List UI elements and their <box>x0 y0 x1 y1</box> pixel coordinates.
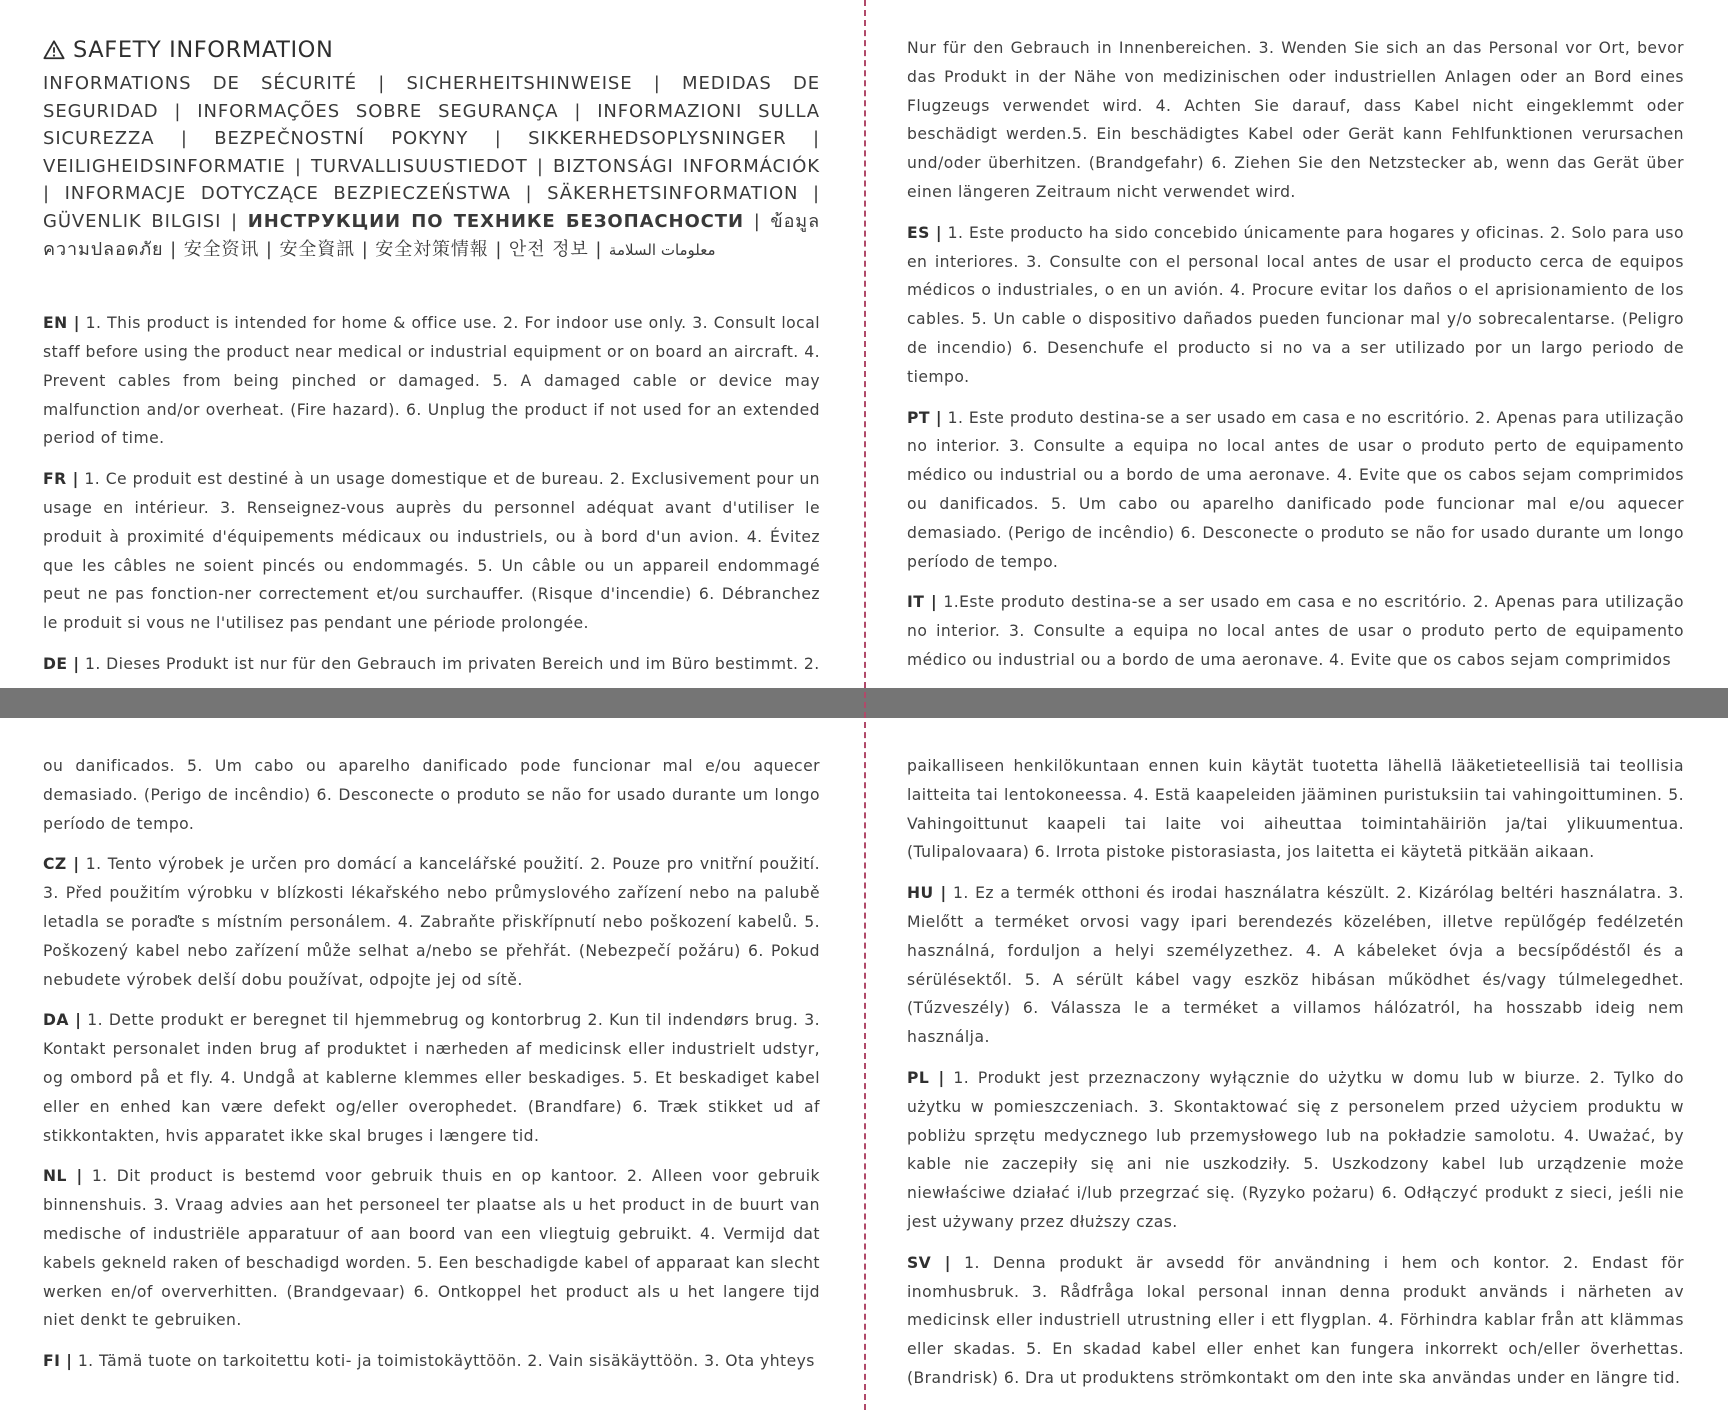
section-pl <box>907 1064 1684 1237</box>
section-nl-text: 1. Dit product is bestemd voor gebruik thuis en op kantoor. 2. Alleen voor gebruik binnenshuis. 3. Vraag advies aan het personeel ter plaatse als u het product in de buurt van medische of industriële apparatuur of aan boord van een vliegtuig gebruikt. 4. Vermijd dat kabels gekneld raken of beschadigd worden. 5. Een beschadigde kabel of apparaat kan slecht werken en/of oververhitten. (Brandgevaar) 6. Ontkoppel het product als u het langere tijd niet denkt te gebruiken. <box>43 1167 820 1330</box>
section-de <box>43 650 820 679</box>
section-en <box>43 309 820 453</box>
section-en-text: 1. This product is intended for home & office use. 2. For indoor use only. 3. Consult local staff before using the product near medical or industrial equipment or on board an aircraft. 4. Prevent cables from being pinched or damaged. 5. A damaged cable or device may malfunction and/or overheat. (Fire hazard). 6. Unplug the product if not used for an extended period of time. <box>43 314 820 448</box>
section-hu <box>907 879 1684 1052</box>
section-it-continued: ou danificados. 5. Um cabo ou aparelho danificado pode funcionar mal e/ou aquecer demasiado. (Perigo de incêndio) 6. Desconecte o produto se não for usado durante um longo período de tempo. <box>43 757 820 833</box>
section-nl <box>43 1162 820 1335</box>
translated-headings <box>43 70 820 264</box>
section-it-text: 1.Este produto destina-se a ser usado em casa e no escritório. 2. Apenas para utilização no interior. 3. Consulte a equipa no local antes de usar o produto perto de equipamento médico ou industrial ou a bordo de uma aeronave. 4. Evite que os cabos sejam comprimidos <box>907 593 1684 669</box>
section-pl-text: 1. Produkt jest przeznaczony wyłącznie do użytku w domu lub w biurze. 2. Tylko do użytku w pomieszczeniach. 3. Skontaktować się z personelem przed użyciem produktu w pobliżu sprzętu medycznego lub przemysłowego lub na pokładzie samolotu. 4. Uważać, by kable nie zaczepiły się ani nie uszkodziły. 5. Uszkodzony kabel lub urządzenie może niewłaściwe działać i/lub przegrzać się. (Ryzyko pożaru) 6. Odłączyć produkt z sieci, jeśli nie jest używany przez dłuższy czas. <box>907 1068 1684 1231</box>
warning-icon <box>43 39 65 61</box>
section-sv <box>907 1249 1684 1393</box>
lang-code-it: IT | <box>907 593 938 612</box>
headings-russian: ИНСТРУКЦИИ ПО ТЕХНИКЕ БЕЗОПАСНОСТИ <box>247 210 744 232</box>
section-pt <box>907 404 1684 577</box>
lang-code-cz: CZ | <box>43 855 80 874</box>
lang-code-fi: FI | <box>43 1352 73 1371</box>
bottom-left-column <box>43 752 820 1388</box>
section-da-text: 1. Dette produkt er beregnet til hjemmebrug og kontorbrug 2. Kun til indendørs brug. 3. Kontakt personalet inden brug af produktet i nærheden af medicinsk eller industrielt udstyr, og ombord på et fly. 4. Undgå at kablerne klemmes eller beskadiges. 5. Et beskadiget kabel eller en enhed kan være defekt og/eller overophedet. (Brandfare) 6. Træk stikket ud af stikkontakten, hvis apparatet ikke skal bruges i længere tid. <box>43 1011 820 1145</box>
section-sv-text: 1. Denna produkt är avsedd för användning i hem och kontor. 2. Endast för inomhusbruk. 3. Rådfråga lokal personal innan denna produkt används i närheten av medicinsk eller industriell utrustning eller i ett flygplan. 4. Förhindra kablar från att klämmas eller skadas. 5. En skadad kabel eller enhet kan fungera inkorrekt och/eller överhettas. (Brandrisk) 6. Dra ut produktens strömkontakt om den inte ska användas under en längre tid. <box>907 1253 1684 1387</box>
section-fi-text: 1. Tämä tuote on tarkoitettu koti- ja toimistokäyttöön. 2. Vain sisäkäyttöön. 3. Ota yhteys <box>77 1352 815 1371</box>
lang-code-da: DA | <box>43 1011 82 1030</box>
top-right-column <box>907 34 1684 687</box>
top-left-column <box>43 34 820 691</box>
bottom-right-column <box>907 752 1684 1405</box>
headings-asian: | ข้อมูลความปลอดภัย | 安全资讯 | 安全資訊 | 安全対策情報 | 안전 정보 | <box>43 210 820 260</box>
headings-latin: INFORMATIONS DE SÉCURITÉ | SICHERHEITSHINWEISE | MEDIDAS DE SEGURIDAD | INFORMAÇÕES SOBRE SEGURANÇA | INFORMAZIONI SULLA SICUREZZA | BEZPEČNOSTNÍ POKYNY | SIKKERHEDSOPLYSNINGER | VEILIGHEIDSINFORMATIE | TURVALLISUUSTIEDOT | BIZTONSÁGI INFORMÁCIÓK | INFORMACJE DOTYCZĄCE BEZPIECZEŃSTWA | SÄKERHETSINFORMATION | GÜVENLIK BILGISI | <box>43 73 820 232</box>
section-pt-text: 1. Este produto destina-se a ser usado em casa e no escritório. 2. Apenas para utilização no interior. 3. Consulte a equipa no local antes de usar o produto perto de equipamento médico ou industrial ou a bordo de uma aeronave. 4. Evite que os cabos sejam comprimidos ou danificados. 5. Um cabo ou aparelho danificado pode funcionar mal e/ou aquecer demasiado. (Perigo de incêndio) 6. Desconecte o produto se não for usado durante um longo período de tempo. <box>907 408 1684 571</box>
section-fi-continued: paikalliseen henkilökuntaan ennen kuin käytät tuotetta lähellä lääketieteellisiä tai teollisia laitteita tai lentokoneessa. 4. Estä kaapeleiden jääminen puristuksiin tai vahingoittuminen. 5. Vahingoittunut kaapeli tai laite voi aiheuttaa toimintahäiriön ja/tai ylikuumentua. (Tulipalovaara) 6. Irrota pistoke pistorasiasta, jos laitetta ei käytetä pitkään aikaan. <box>907 757 1684 862</box>
section-fr <box>43 465 820 638</box>
lang-code-sv: SV | <box>907 1253 951 1272</box>
headings-arabic: معلومات السلامة <box>608 240 716 259</box>
center-fold-line <box>864 0 866 1410</box>
section-es <box>907 219 1684 392</box>
section-cz <box>43 850 820 994</box>
lang-code-nl: NL | <box>43 1167 83 1186</box>
lang-code-pl: PL | <box>907 1068 945 1087</box>
lang-code-en: EN | <box>43 314 80 333</box>
lang-code-fr: FR | <box>43 470 79 489</box>
title-row <box>43 34 820 66</box>
section-da <box>43 1006 820 1150</box>
section-fr-text: 1. Ce produit est destiné à un usage domestique et de bureau. 2. Exclusivement pour un usage en intérieur. 3. Renseignez-vous auprès du personnel adéquat avant d'utiliser le produit à proximité d'équipements médicaux ou industriels, ou à bord d'un avion. 4. Évitez que les câbles ne soient pincés ou endommagés. 5. Un câble ou un appareil endommagé peut ne pas fonction-ner correctement et/ou surchauffer. (Risque d'incendie) 6. Débranchez le produit si vous ne l'utilisez pas pendant une période prolongée. <box>43 470 820 633</box>
section-hu-text: 1. Ez a termék otthoni és irodai használatra készült. 2. Kizárólag beltéri használatra. 3. Mielőtt a terméket orvosi vagy ipari berendezés közelében, illetve repülőgép fedélzetén használná, forduljon a helyi személyzethez. 4. A kábeleket óvja a becsípődéstől és a sérülésektől. 5. A sérült kábel vagy eszköz hibásan működhet és/vagy túlmelegedhet. (Tűzveszély) 6. Válassza le a terméket a villamos hálózatról, ha hosszabb ideig nem használja. <box>907 884 1684 1047</box>
section-de-text: 1. Dieses Produkt ist nur für den Gebrauch im privaten Bereich und im Büro bestimmt. 2. <box>84 654 820 673</box>
section-it <box>907 588 1684 674</box>
page-title: SAFETY INFORMATION <box>73 37 334 63</box>
section-es-text: 1. Este producto ha sido concebido únicamente para hogares y oficinas. 2. Solo para uso en interiores. 3. Consulte con el personal local antes de usar el producto cerca de equipos médicos o industriales, o en un avión. 4. Procure evitar los daños o el aprisionamiento de los cables. 5. Un cable o dispositivo dañados pueden funcionar mal y/o sobrecalentarse. (Peligro de incendio) 6. Desenchufe el producto si no va a ser utilizado por un largo periodo de tiempo. <box>907 223 1684 386</box>
lang-code-es: ES | <box>907 223 943 242</box>
section-de-continued: Nur für den Gebrauch in Innenbereichen. 3. Wenden Sie sich an das Personal vor Ort, bevor das Produkt in der Nähe von medizinischen oder industriellen Anlagen oder an Bord eines Flugzeugs verwendet wird. 4. Achten Sie darauf, dass Kabel nicht eingeklemmt oder beschädigt werden.5. Ein beschädigtes Kabel oder Gerät kann Fehlfunktionen verursachen und/oder überhitzen. (Brandgefahr) 6. Ziehen Sie den Netzstecker ab, wenn das Gerät über einen längeren Zeitraum nicht verwendet wird. <box>907 39 1684 201</box>
lang-code-pt: PT | <box>907 408 943 427</box>
section-fi <box>43 1347 820 1376</box>
section-cz-text: 1. Tento výrobek je určen pro domácí a kancelářské použití. 2. Pouze pro vnitřní použití. 3. Před použitím výrobku v blízkosti lékařského nebo průmyslového zařízení nebo na palubě letadla se poraďte s místním personálem. 4. Zabraňte přiskřípnutí nebo poškození kabelů. 5. Poškozený kabel nebo zařízení může selhat a/nebo se přehřát. (Nebezpečí požáru) 6. Pokud nebudete výrobek delší dobu používat, odpojte jej od sítě. <box>43 855 820 989</box>
lang-code-de: DE | <box>43 654 80 673</box>
lang-code-hu: HU | <box>907 884 947 903</box>
